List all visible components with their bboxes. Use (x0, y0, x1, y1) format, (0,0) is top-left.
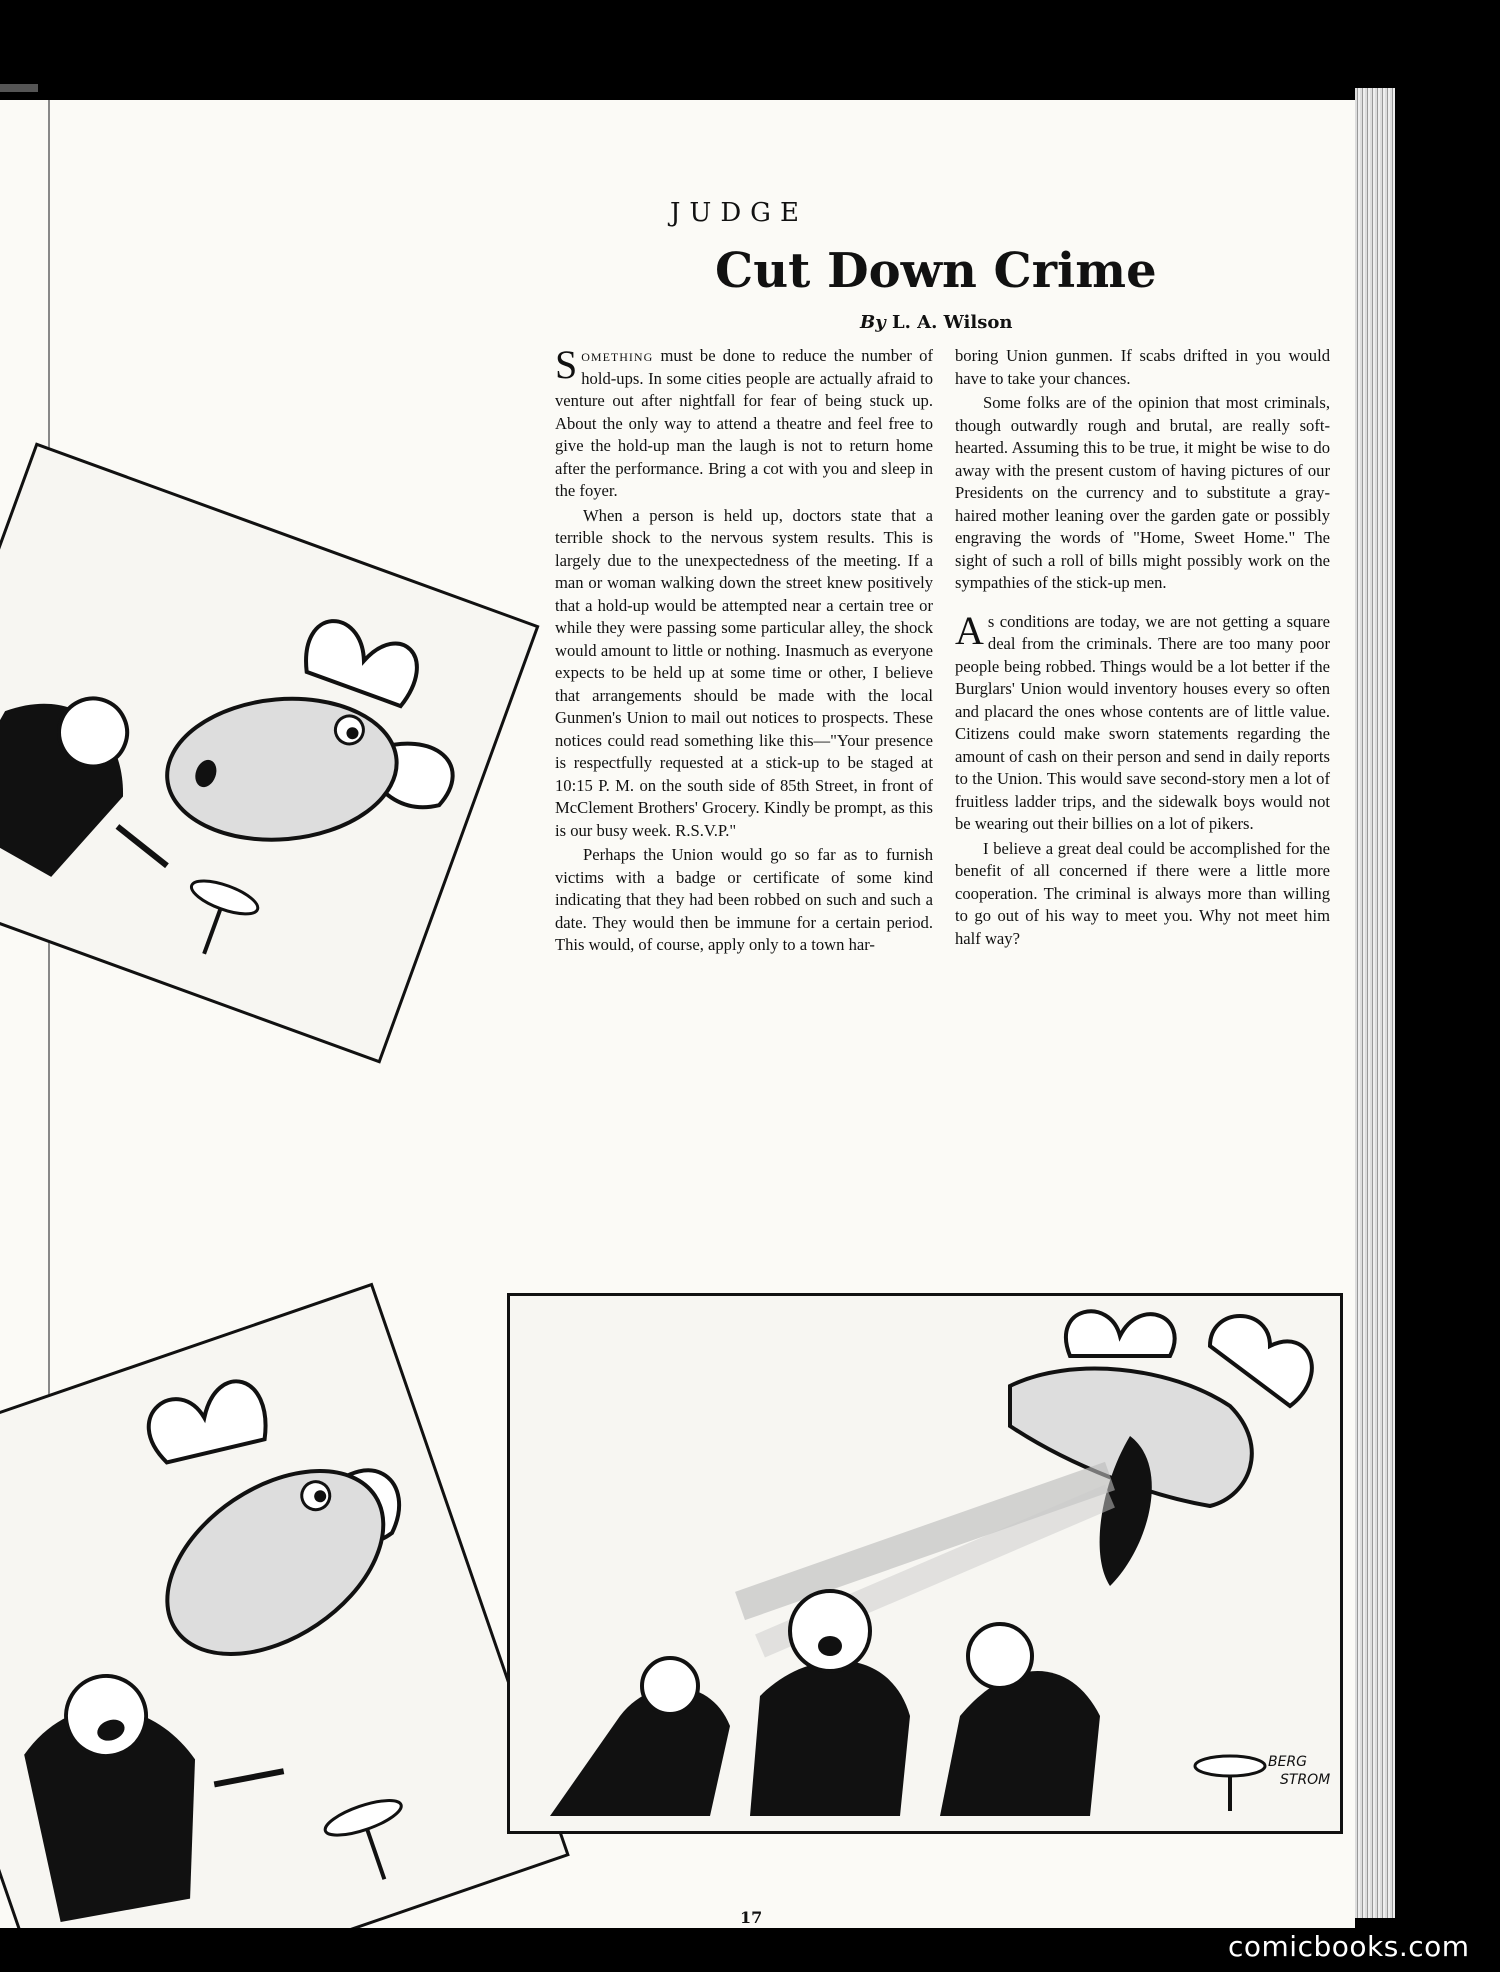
drop-cap: S (555, 342, 578, 387)
article-title: Cut Down Crime (715, 243, 1157, 299)
cartoon-panel-tilted-bottom (0, 1283, 570, 1928)
paragraph (955, 607, 1330, 836)
paragraph: Some folks are of the opinion that most criminals, though outwardly rough and brutal, are really soft-hearted. Assuming this to be true, it might be wise to do away with the present custom of having pictures of our Presidents on the currency and to substitute a gray-haired mother leaning over the garden gate or possibly engraving the words of "Home, Sweet Home." The sight of such a roll of bills might possibly work on the sympathies of the stick-up men. (955, 393, 1330, 592)
page-number: 17 (740, 1908, 763, 1927)
paragraph: boring Union gunmen. If scabs drifted in you would have to take your chances. (955, 346, 1330, 388)
scan-mark (0, 84, 38, 92)
moose-cartoon-illustration (0, 446, 536, 1060)
moose-cartoon-illustration (0, 1286, 566, 1928)
paragraph: Perhaps the Union would go so far as to furnish victims with a badge or certificate of some kind indicating that they had been robbed on such and such a date. They would then be immune for a certain period. This would, of course, apply only to a town har- (555, 845, 933, 954)
paragraph: When a person is held up, doctors state that a terrible shock to the nervous system results. This is largely due to the unexpectedness of the meeting. If a man or woman walking down the street knew positively that a hold-up would be attempted near a certain tree or while they were passing some particular alley, the shock would amount to little or nothing. Inasmuch as everyone expects to be held up at some time or other, I believe that arrangements should be made with the local Gunmen's Union to mail out notices to prospects. These notices could read something like this—"Your presence is respectfully requested at a stick-up to be staged at 10:15 P. M. on the south side of 85th Street, in front of McClement Brothers' Grocery. Kindly be prompt, as this is our busy week. R.S.V.P." (555, 505, 933, 840)
text-column-left (555, 342, 933, 959)
cartoon-panel-main (507, 1293, 1343, 1834)
text-column-right (955, 345, 1330, 952)
artist-signature: STROM (1280, 1772, 1331, 1788)
book-page-edges (1355, 88, 1395, 1918)
cartoon-panel-tilted-top (0, 442, 540, 1063)
byline-author: L. A. Wilson (891, 312, 1013, 333)
drop-cap: A (955, 607, 984, 653)
paragraph-text: s conditions are today, we are not getting a square deal from the criminals. There are too many poor people being robbed. Things would be a lot better if the Burglars' Union would inventory houses every so often and placard the ones whose contents are of little value. Citizens could make sworn statements regarding the amount of cash on their person and send in daily reports to the Union. This would save second-story men a lot of fruitless ladder trips, and the sidewalk boys would not be wearing out their billies on a lot of pikers. (955, 611, 1330, 833)
magazine-header: JUDGE (670, 198, 808, 228)
article-byline (860, 312, 1012, 333)
small-caps-lead: omething (581, 346, 654, 365)
magazine-page (0, 100, 1355, 1928)
paragraph-text: must be done to reduce the number of hold-ups. In some cities people are actually afraid to venture out after nightfall for fear of being stuck up. About the only way to attend a theatre and feel free to give the hold-up man the laugh is not to return home after the performance. Bring a cot with you and sleep in the foyer. (555, 346, 933, 500)
artist-signature: BERG (1268, 1754, 1308, 1770)
paragraph: I believe a great deal could be accomplished for the benefit of all concerned if there were a little more cooperation. The criminal is always more than willing to go out of his way to meet you. Why not meet him half way? (955, 838, 1330, 948)
paragraph (555, 342, 933, 503)
moose-sneeze-cartoon-illustration (510, 1296, 1340, 1831)
byline-prefix: By (860, 312, 886, 333)
watermark-text: comicbooks.com (1228, 1930, 1470, 1963)
